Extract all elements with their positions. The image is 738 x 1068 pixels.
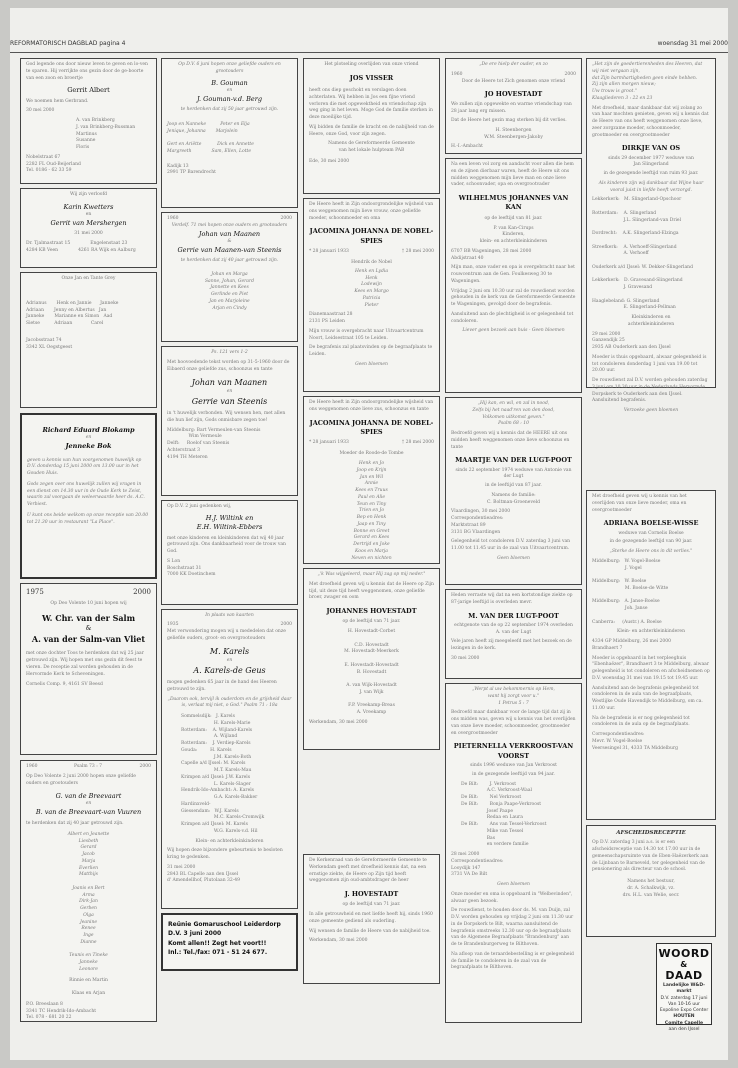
ad-afscheid: AFSCHEIDSRECEPTIE Op D.V. zaterdag 3 juni a.s. is er een afscheidsreceptie van 14.30 tot 17.00 uur in de gemeenschapsruimte van de Eben-Haëzerkerk aan de Lijnbaan te Barneveld, ter gelegenheid van de pensionering als directeur van de school. Namens het bestuur, dr. A. Schalkwijk, vz. drs. H.L. van Welie, secr.: [586, 825, 716, 937]
ad-spies1: De Heere heeft in Zijn ondoorgrondelijke wijsheid van ons weggenomen mijn lieve vrouw, onze geliefde moeder, schoonmoeder en oma JACOMINA JOHANNA DE NOBEL-SPIES * 28 januari 1933 † 28 mei 2000 Hendrik de Nobel Henk en Lydia Henk Lodewijn Kees en Margo Patricia Pieter Dianemaastraat 28 2131 PS Leiden Mijn vrouw is overgebracht naar Uitvaartcentrum Noort, Leidsestraat 105 te Leiden. De begrafenis zal plaatsvinden op de begraafplaats te Leiden. Geen bloemen: [303, 198, 440, 392]
ad-visser: Het plotseling overlijden van onze vriend JOS VISSER heeft ons diep geschokt en verslagen doen achterlaten. Wij hebben in Jos een fijne vriend verloren die met opgewektheid en vriendschap zijn weg ging in het leven. Moge God de familie sterken in deze moeilijke tijd. Wij bidden de familie de kracht en de nabijheid van de Heere, onze God, voor zijn zegen. Namens de Gereformeerde Gemeente van het lokale hulpteam PAB Ede, 30 mei 2000: [303, 58, 440, 194]
ad-jo-year1: 1960: [451, 71, 463, 77]
ad-reunie-phone: Inl.: Tel./fax: 071 - 51 24 677.: [168, 948, 268, 956]
ad-gouman-name2: J. Gouman-v.d. Berg: [196, 94, 263, 103]
woord-en-daad-logo: [656, 943, 712, 1033]
ad-lugtpoot1-foot: Geen bloemen: [497, 555, 530, 561]
ad-spies1-name: JACOMINA JOHANNA DE NOBEL-SPIES: [309, 227, 434, 245]
logo-l4: HOUTEN: [673, 1014, 695, 1020]
ad-pieternella-foot: Geen bloemen: [497, 882, 530, 888]
ad-jo-quote: „De ere hielp der ouder, en zo: [479, 62, 548, 67]
logo-amp: &: [680, 960, 688, 969]
ad-salm-name1: W. Chr. van der Salm: [41, 612, 136, 623]
ad-spies1-died: † 28 mei 2000: [401, 249, 434, 255]
ad-adriana: Met droefheid geven wij u kennis van het overlijden van onze lieve moeder, oma en overgrootmoeder ADRIANA BOELSE-WISSE weduwe van Cornelis Boelse in de gezegende leeftijd van 90 jaar. „Sterke de Heere ons in dit verlies." Middelburg: W. Vogel-Boelse J. Vogel Middelburg: W. Boelse M. Boelse-de Witte Middelburg: A. Janse-Boelse Joh. Janse Canberra: (Austr.) A. Boelse Klein- en achterkleinkinderen 4334 GP Middelburg, 26 mei 2000 Brandhaert 7 Moeder is opgebaard in het verpleeghuis "Ebenhaëzer", Brandhaert 3 te Middelburg, alwaar gelegenheid is tot condoleren en afscheidnemen op D.V. woensdag 31 mei van 19.15 tot 19.45 uur. Aansluitend aan de begrafenis gelegenheid tot condoleren in de aula van de begraafplaats, Westlijke Oude Havendijk te Middelburg, om ca. 11.00 uur. Na de begrafenis is er nog gelegenheid tot condoleren in de aula op de begraafplaats. Correspondentieadres: Mevr. W. Vogel-Boelse Veersesingel 31, 4333 TA Middelburg: [586, 490, 716, 820]
ad-blokamp-name1: Richard Eduard Blokamp: [42, 426, 135, 434]
ad-reunie-date: D.V. 3 juni 2000: [168, 930, 222, 938]
ad-blokamp: Richard Eduard Blokamp en Jenneke Bok geven u kennis van hun voorgenomen huwelijk op D.V. donderdag 15 juni 2000 om 13.00 uur in het Gouden Huis. Gods zegen over ons huwelijk zullen wij vragen in een dienst om 14.30 uur in de Oude Kerk te Zeist, waarin zal voorgaan de weleerwaarde heer ds. A.C. Verbiest. U kunt ons beide welkom op onze receptie van 20.00 tot 21.30 uur in restaurant "La Place".: [20, 413, 157, 579]
ad-breevaart: 1960 Psalm 73 : 7 2000 Op Deo Volente 2 juni 2000 hopen onze geliefde ouders en grootouders G. van de Breevaart en B. van de Breevaart-van Vuuren te herdenken dat zij 40 jaar getrouwd zijn. Albert en Jeanette Liesbeth Gerard Jacob Marja Everlien Matthijs Joanis en Bert Arma Dirk-Jan Gerben Olga Jeanine Renee Inge Dianne Teunis en Tineke Janneke Leonore Rinnie en Martin Klaas en Arjan P.O. Breeslaan 8 3341 TC Hendrik-Ido-Ambacht Tel. 078 - 681 20 22: [20, 760, 157, 1022]
ad-lugtpoot2: Heden verraste wij dat na een kortstondige ziekte op 87-jarige leeftijd is overleden mevr. M. VAN DER LUGT-POOT echtgenote van de op 22 september 1974 overleden A. van der Lugt Vele jaren heeft zij meegeleefd met het bezoek en de lezingen in de kerk. 30 mei 2000: [445, 589, 582, 679]
ad-gouman: Op D.V. 6 juni hopen onze geliefde ouders en grootouders B. Gouman en J. Gouman-v.d. Berg te herdenken dat zij 50 jaar getrouwd zijn. Joop en Nanneke Peter en Elja Jenique, Johanna Marjolein Gert en Ariëtte Dick en Annette Margreeth Sam, Ellen, Lotte Kadijk 13 2991 TP Barendrecht: [161, 58, 298, 208]
ad-karin-en: en: [85, 212, 92, 218]
ad-maanen1-name1: Johan van Maanen: [198, 229, 261, 238]
ad-blokamp-name2: Jenneke Bok: [65, 442, 112, 451]
ad-salm-year-left: 1975: [26, 588, 44, 596]
ad-reunie-call: Komt allen!! Zegt het voort!!: [168, 939, 267, 947]
ad-breevaart-en: en: [85, 800, 92, 806]
ad-spies2: De Heere heeft in Zijn ondoorgrondelijke wijsheid van ons weggenomen onze lieve zus, schoonzus en tante JACOMINA JOHANNA DE NOBEL-SPIES * 28 januari 1933 † 28 mei 2000 Moeder de Roode-de Tombe Henk en Jo Joop en Krijn Jan en Wil Annie Kees en Truus Paul en Alie Teun en Tiny Trien en Jo Bep en Henk Jaap en Tiny Bonne en Greet Gerard en Kees Dertrijd en Joke Koos en Marja Neven en nichten: [303, 396, 440, 564]
ad-hovestadt1: „'k Was wijgeleerd, maar Hij zag op mij neder." Met droefheid geven wij u kennis dat de Heere op Zijn tijd, uit deze tijd heeft weggenomen, onze geliefde broer, zwager en oom JOHANNES HOVESTADT op de leeftijd van 71 jaar. H. Hovestadt-Corbet C.D. Hovestadt M. Hovestadt-Meerkerk E. Hovestadt-Hovestadt B. Hovestadt A. van Wijk-Hovestadt J. van Wijk F.P. Vreekamp-Breas A. Vreekamp Werkendam, 30 mei 2000: [303, 568, 440, 750]
ad-wiltink-name1: H.J. Wiltink en: [205, 513, 254, 522]
ad-lugtpoot2-name: M. VAN DER LUGT-POOT: [468, 611, 559, 620]
logo-word1: WOORD: [658, 947, 710, 960]
ad-breevaart-name1: G. van de Breevaart: [55, 791, 122, 800]
ad-spies2-born: * 28 januari 1933: [309, 440, 349, 446]
ad-spies1-sig: Hendrik de Nobel: [351, 260, 392, 266]
ad-salm-year-right: 2000: [133, 588, 151, 596]
ad-karels: In plaats van kaarten 1935 2000 Met verwondering mogen wij u mededelen dat onze geliefde ouders, groot- en overgrootouders M. Karels en A. Karels-de Geus mogen gedenken 65 jaar in de hand des Heeren getrouwd te zijn. „Daarom ook, tervijl ik ouderdom en de grijsheid daar is, verlaat mij niet, o God." Psalm 71 : 18a Sommelsdijk: J. Karels H. Karels-Marie Rotterdam: A. Wijland-Karels A. Wijland Rotterdam: J. Verdiep-Karels Gouda: H. Karels J.M. Karels-Both Capelle a/d IJssel: M. Karels M.T. Karels-Mau Krimpen a/d IJssel: J.W. Karels L. Karels-Slager Hendrik-Ido-Ambacht: A. Karels G.A. Karels-Bakker Hardinxveld- Giessendam: W.J. Karels M.C. Karels-Cromwijk Krimpen a/d IJssel: M. Karels W.G. Karels-v.d. Hil Klein- en achterkleinkinderen Wij hopen deze bijzondere gebeurtenis te besloten kring te gedenken. 31 mei 2000 2843 BL Capelle aan den IJssel d' Amendellhof, Plutolaan 32-49: [161, 609, 298, 909]
ad-onze-jan: Onze Jan en Tante Grey Adrianus Henk en Jannie Janneke Adriaan Jenny en Albertus Jan Janneke Marianne en Simon Aad Sietse Adriaan Carel Jacobsstraat 74 3342 XL Oegstgeest: [20, 272, 157, 408]
ad-maanen1-amp: &: [227, 239, 232, 245]
ad-hovestadt1-name: JOHANNES HOVESTADT: [326, 607, 417, 615]
ad-gerrit: God legende ons door nieuw leven te geven en lo-ven te sparen. Hij verrijkte ons gezin door de ge-boorte van een zoon en broertje Gerrit Albert We noemen hem Gerbrand. 30 mei 2000 A. van Brinkberg J. van Brinkberg-Bussman Martinus Susanne Floris Nobelstraat 67 2282 FL Oud-Beijerland Tel. 0186 - 62 33 59: [20, 58, 157, 184]
ad-vankan: Na een leven vol zorg en aandacht voor allen die hem en de zijnen dierbaar waren, heeft de Heere uit ons midden weggenomen mijn lieve man en onze lieve vader, schoonvader, opa en overgrootvader WILHELMUS JOHANNES VAN KAN op de leeftijd van 81 jaar. P. van Kan-Cirups Kinderen, klein- en achterkleinkinderen 6707 BB Wageningen, 28 mei 2000 Abdijstraat 40 Mijn man, onze vader en opa is overgebracht naar het rouwcentrum aan de Gen. Foulkesweg 30 te Wageningen. Vrijdag 2 juni om 10.30 uur zal de rouwdienst worden gehouden in de kerk van de Gereformeerde Gemeente te Wageningen, gevolgd door de begrafenis. Aansluitend aan de plechtigheid is er gelegenheid tot condoleren. Liever geen bezoek aan huis - Geen bloemen: [445, 158, 582, 393]
logo-l3: Expoline Expo Center: [659, 1008, 709, 1014]
ad-hovestadt1-date: Werkendam, 30 mei 2000: [309, 719, 368, 725]
ad-salm-amp: &: [85, 624, 92, 633]
ad-salm: 1975 2000 Op Deo Volente 10 juni hopen wij W. Chr. van der Salm & A. van der Salm-van Vliet met onze dochter Toos te herdenken dat wij 25 jaar getrouwd zijn. Wij hopen met ons gezin dit feest te vieren. De receptie zal worden gehouden in de Hervormde Kerk te Scheveningen. Cornelis Comp. 9, 4161 SV Beesd: [20, 583, 157, 755]
ad-dirkje: „Het zijn de goedertierenheden des Heeren, dat wij niet vergaan zijn, dat Zijn barmhartigheden geen einde hebben. Zij zijn allen morgen nieuw; Uw trouw is groot." Klaagliederen 3 : 22 en 23 Met droefheid, maar dankbaar dat wij zolang zo van haar mochten genieten, geven wij u kennis dat de Heere van ons heeft weggenomen onze lieve, zeer zorgzame moeder, schoonmoeder, grootmoeder en overgrootmoeder DIRKJE VAN OS sinds 29 december 1977 weduwe van Jan Slingerland in de gezegende leeftijd van ruim 93 jaar. Als kinderen zijn wij dankbaar dat Wijne haar vooral juist in liefde heeft verzorgd. Lekkerkerk: M. Slingerland-Opschoor Rotterdam: A. Slingerland J.L. Slingerland-van Driel Dordrecht: A.K. Slingerland-Elzinga Streefkerk: A. Verhoeff-Slingerland A. Verhoeff Ouderkerk a/d IJssel: W. Dekker-Slingerland Lekkerkerk: D. Gravesand-Slingerland J. Gravesand Haaglebeland: G. Slingerland E. Slingerland-Pellman Kleinkinderen en achterkleinkinderen 29 mei 2000 Ganzendijk 25 2935 AB Ouderkerk aan den IJssel Moeder is thuis opgebaard, alwaar gelegenheid is tot condoleren donderdag 1 juni van 19.00 tot 20.00 uur. De rouwdienst zal D.V. worden gehouden zaterdag 3 juni om 10.30 uur in de Nederlands Hervormde Dorpskerk te Ouderkerk aan den IJssel. Aansluitend begrafenis. Verzoeke geen bloemen: [586, 58, 716, 388]
ad-spies2-died: † 28 mei 2000: [401, 440, 434, 446]
logo-word2: DAAD: [665, 969, 703, 982]
ad-hovestadt2: De Kerkenraad van de Gereformeerde Gemeente te Werkendam geeft met droefheid kennis dat, na een ernstige ziekte, de Heere op Zijn tijd heeft weggenomen zijn oud-ambtsdrager de heer J. HOVESTADT op de leeftijd van 71 jaar. In alle getrouwheid en met liefde heeft hij, sinds 1960 onze gemeente gediend als ouderling. Wij wensen de familie de Heere van de nabijheid toe. Werkendam, 30 mei 2000: [303, 854, 440, 984]
ad-visser-date: Ede, 30 mei 2000: [309, 158, 350, 164]
logo-l1: D.V. zaterdag 17 juni: [660, 995, 708, 1001]
ad-afscheid-title: AFSCHEIDSRECEPTIE: [616, 830, 686, 836]
ad-karels-title: In plaats van kaarten: [205, 613, 254, 618]
ad-maanen1-name2: Gerrie van Maanen-van Steenis: [177, 245, 282, 254]
ad-wiltink: Op D.V. 2 juni gedenken wij, H.J. Wiltink en E.H. Wiltink-Ebbers met onze kinderen en kleinkinderen dat wij 40 jaar getrouwd zijn. Ons dankbaarheid voor de trouw van God. S Lon Boschstraat 31 7000 KK Doetinchem: [161, 500, 298, 605]
ad-maanen2: Ps. 121 vers 1-2 Met hoovoedende tekst worden op 31-5-1960 door de Eibaerd onze geliefde zus, schoonzus en tante Johan van Maanen en Gerrie van Steenis in 't huwelijk verbonden. Wij wensen hen, met allen die hun lief zijn, Gods onmisbare zegen toe! Middelburg: Bart Vermeulen-van Steenis Wim Vermeule Delft: Roelof van Steenis Achterstraat 3 4194 TH Meteren: [161, 346, 298, 496]
ad-gerrit-name: Gerrit Albert: [67, 86, 110, 95]
ad-maanen2-en: en: [226, 388, 233, 394]
ad-dirkje-name: DIRKJE VAN OS: [621, 144, 681, 153]
ad-reunie: [161, 913, 298, 971]
ad-spies1-born: * 28 januari 1933: [309, 249, 349, 255]
ad-gouman-en: en: [226, 87, 233, 93]
ad-blokamp-en: en: [85, 435, 92, 441]
ad-gerrit-date: 30 mei 2000: [26, 108, 55, 114]
ad-gouman-name1: B. Gouman: [211, 78, 248, 87]
ad-jo-name: JO HOVESTADT: [484, 89, 543, 98]
ad-maanen1: 1960 2000 Verdelf. 71 mei hopen onze ouders en grootouders Johan van Maanen & Gerrie van Maanen-van Steenis te herdenken dat zij 40 jaar getrouwd zijn. Johan en Marga Sanne, Johan, Gerard Jannette en Kees Gerlinde en Piet Jan en Marjoleine Arjan en Cindy: [161, 212, 298, 342]
ad-karels-name1: M. Karels: [209, 647, 250, 657]
ad-adriana-name: ADRIANA BOELSE-WISSE: [603, 519, 699, 528]
ad-pieternella: „Werpt al uw bekommernis op Hem, want hij zorgt voor u." 1 Petrus 5 : 7 Bedroefd maar dankbaar voor de lange tijd dat zij in ons midden was, geven wij u kennis van het overlijden van onze lieve moeder, schoonmoeder, grootmoeder en overgrootmoeder PIETERNELLA VERKROOST-VAN VOORST sinds 1996 weduwe van Jan Verkroost in de gezegende leeftijd van 94 jaar. De Bilt: J. Verkroost A.C. Verkroost-Waal De Bilt: Nel Verkroost De Bilt: Bonja Paape-Verkroost Josef Paape Redaa en Laura De Bilt: Ans van Tessel-Verkroost Mike van Tessel Bas en verdere familie 28 mei 2000 Correspondentieadres: Looydijk 147 3731 VA De Bilt Geen bloemen Onze moeder en oma is opgebaard in "Welbevinden", alwaar geen bezoek. De rouwdienst, te houden door ds. M. van Duijn, zal D.V. worden gehouden op vrijdag 2 juni om 11.30 uur in de Dorpskerk te Bilt, waarna aansluitend de begrafenis omstreeks 12.30 uur op de begraafplaats van de Algemene Begraafplaats "Brandenburg" aan de te Brandenburgerweg te Bilthoven. Na afloop van de teraardebestelling is er gelegenheid de familie te condoleren in de zaal van de begraafplaats te Bilthoven.: [445, 683, 582, 1023]
ad-karels-en: en: [226, 657, 233, 663]
ad-vankan-foot: Liever geen bezoek aan huis - Geen bloemen: [462, 328, 565, 334]
ad-karin: Wij zijn verloofd Karin Kwetters en Gerrit van Mershergen 31 mei 2000 Dr. Tjalmastraat 15 Engelenstaat 23 4284 KB Veen 4261 RA Wijk en Aalburg: [20, 188, 157, 268]
ad-vankan-name: WILHELMUS JOHANNES VAN KAN: [458, 194, 569, 212]
ad-hovestadt2-name: J. HOVESTADT: [344, 890, 399, 898]
page-header: [10, 40, 728, 52]
logo-l2: Van 10-16 uur: [668, 1001, 700, 1007]
ad-lugtpoot1: „Hij kan, en wil, en zal in nood, Zelfs bij het naad'ren van den dood, Volkomen uitkomst geven." Psalm 68 : 10 Bedroefd geven wij u kennis dat de HEERE uit ons midden heeft weggenomen onze lieve schoonzus en tante MAARTJE VAN DER LUGT-POOT sinds 22 september 1974 weduwe van Antonie van der Lugt in de leeftijd van 87 jaar. Namens de familie: C. Boltman-Groeneveld Vlaardingen, 30 mei 2000 Correspondentieadres: Marktstraat 89 3131 BG Vlaardingen Gelegenheid tot condoleren D.V. zaterdag 3 juni van 11.00 tot 11.45 uur in de zaal van Uitvaartcentrum. Geen bloemen: [445, 397, 582, 585]
ad-maanen2-name1: Johan van Maanen: [191, 378, 268, 388]
ad-karels-name2: A. Karels-de Geus: [193, 665, 266, 675]
ad-karin-name2: Gerrit van Mershergen: [50, 218, 127, 227]
ad-visser-name: JOS VISSER: [349, 73, 394, 82]
logo-sub: Landelijke W&D-markt: [662, 983, 706, 995]
ad-reunie-title: Reünie Gomaruschool Leiderdorp: [168, 921, 281, 928]
ad-karin-date: 31 mei 2000: [74, 231, 103, 237]
ad-pieternella-name: PIETERNELLA VERKROOST-VAN VOORST: [453, 742, 574, 760]
ad-lugtpoot1-name: MAARTJE VAN DER LUGT-POOT: [455, 456, 572, 465]
ad-spies1-foot: Geen bloemen: [355, 361, 388, 367]
logo-l6: aan den IJssel: [668, 1027, 700, 1033]
ad-wiltink-name2: E.H. Wiltink-Ebbers: [196, 523, 263, 532]
header-rule: [10, 52, 728, 53]
ad-karin-name1: Karin Kwetters: [63, 202, 114, 211]
header-date: woensdag 31 mei 2000: [657, 40, 728, 47]
ad-maanen2-name2: Gerrie van Steenis: [191, 396, 268, 406]
logo-l5: Comite Capelle: [664, 1020, 704, 1026]
ad-salm-name2: A. van der Salm-van Vliet: [31, 633, 146, 644]
ad-dirkje-foot: Verzoeke geen bloemen: [623, 408, 679, 414]
ad-spies2-name: JACOMINA JOHANNA DE NOBEL-SPIES: [309, 418, 434, 436]
ad-jo: „De ere hielp der ouder, en zo 1960 2000 Door de Heere tot Zich genomen onze vriend JO HOVESTADT We zullen zijn opgewekte en warme vriendschap van 28 jaar lang erg missen. Dat de Heere het gezin mag sterken bij dit verlies. H. Steenbergen W.M. Steenbergen-Jakoby H.-I.-Ambacht: [445, 58, 582, 154]
ad-jo-year2: 2000: [564, 71, 576, 77]
header-left: REFORMATORISCH DAGBLAD pagina 4: [10, 40, 126, 47]
ad-breevaart-name2: B. van de Breevaart-van Vuuren: [35, 807, 142, 816]
